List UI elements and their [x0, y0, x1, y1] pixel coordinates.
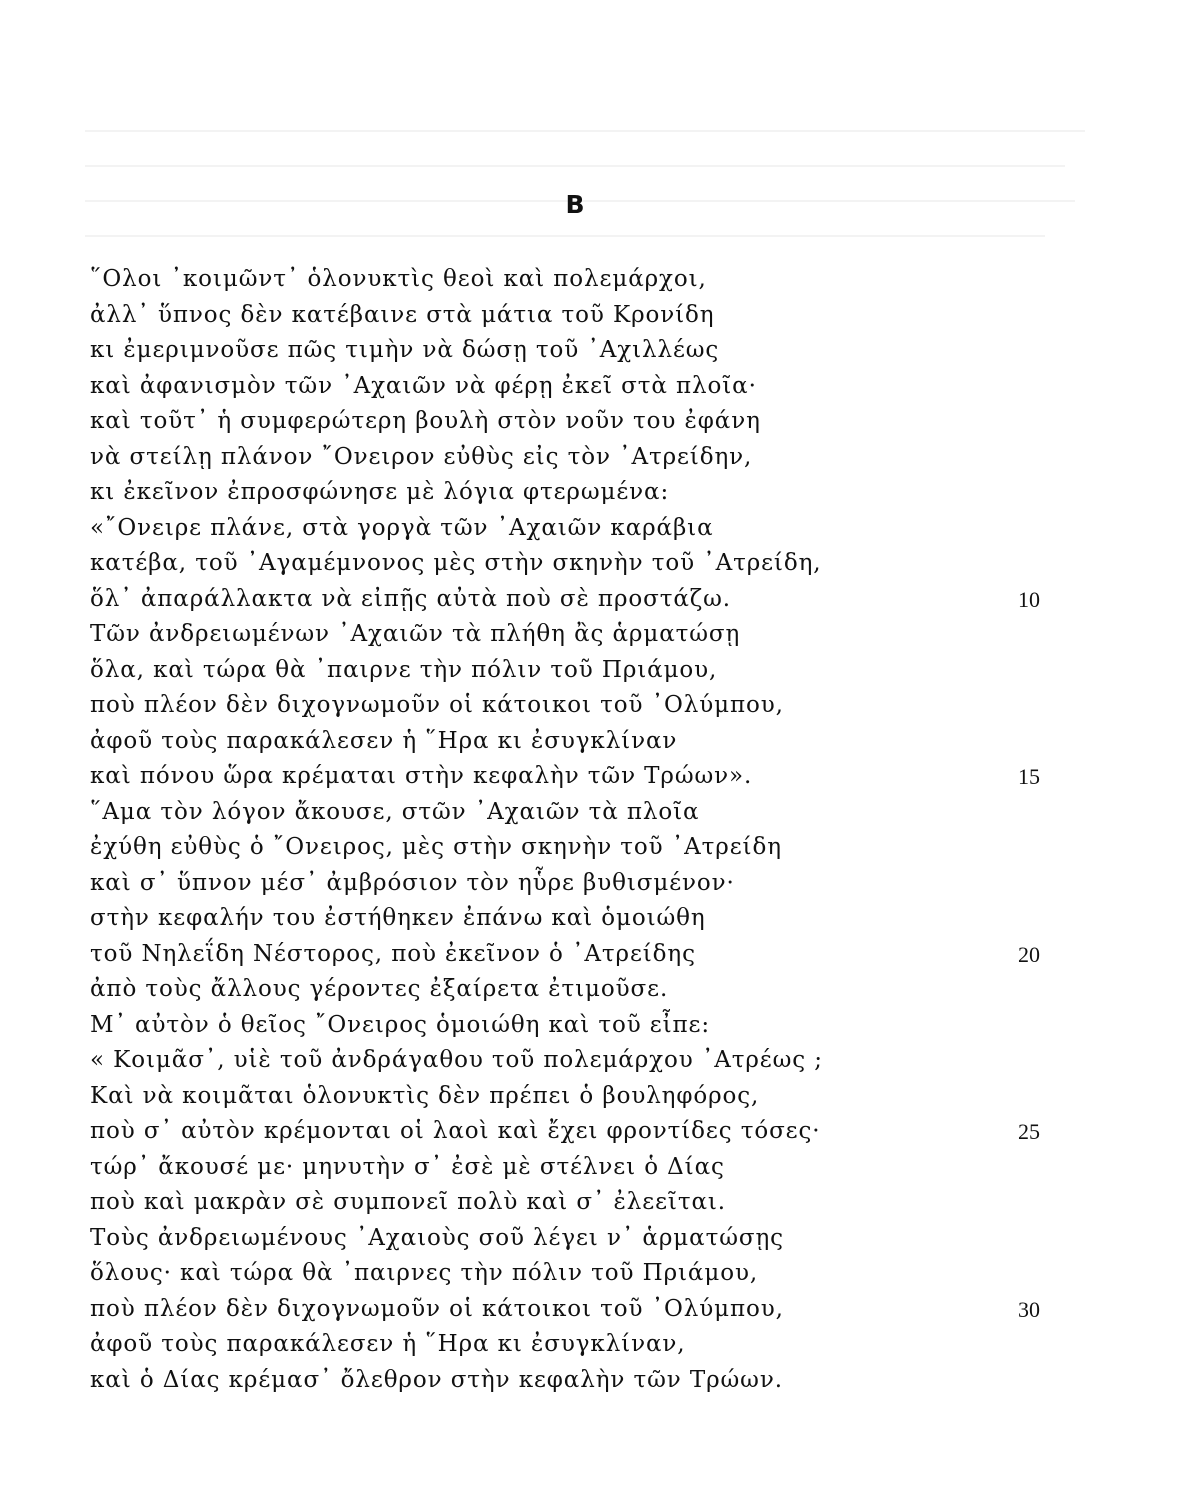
verse-line	[90, 1079, 1090, 1115]
verse-line	[90, 972, 1090, 1008]
verse-line	[90, 582, 1090, 618]
verse-line	[90, 511, 1090, 547]
verse-line	[90, 440, 1090, 476]
line-number: 25	[1018, 1119, 1040, 1144]
verse-text: ῞Αμα τὸν λόγον ἄκουσε, στῶν ᾿Αχαιῶν τὰ πλοῖα	[90, 798, 700, 825]
verse-text: ἐχύθη εὐθὺς ὁ ῎Ονειρος, μὲς στὴν σκηνὴν τοῦ ᾿Ατρείδη	[90, 834, 782, 860]
bleed-through-mark	[85, 130, 1085, 132]
verse-text: τοῦ Νηλεΐδη Νέστορος, ποὺ ἐκεῖνον ὁ ᾿Ατρείδης	[90, 940, 696, 967]
verse-line	[90, 866, 1090, 902]
verse-text: νὰ στείλῃ πλάνον ῎Ονειρον εὐθὺς εἰς τὸν ᾿Ατρείδην,	[90, 443, 753, 470]
verse-line	[90, 298, 1090, 334]
verse-line	[90, 759, 1090, 795]
verse-text: καὶ ἀφανισμὸν τῶν ᾿Αχαιῶν νὰ φέρῃ ἐκεῖ στὰ πλοῖα·	[90, 372, 757, 399]
verse-text: ῞Ολοι ᾿κοιμῶντ᾿ ὁλονυκτὶς θεοὶ καὶ πολεμάρχοι,	[90, 266, 707, 292]
line-number: 20	[1018, 941, 1040, 967]
verse-text: ποὺ πλέον δὲν διχογνωμοῦν οἱ κάτοικοι τοῦ ᾿Ολύμπου,	[90, 692, 784, 718]
verse-line	[90, 369, 1090, 405]
verse-line	[90, 262, 1090, 298]
bleed-through-mark	[85, 165, 1065, 167]
verse-text: ἀφοῦ τοὺς παρακάλεσεν ἡ ῞Ηρα κι ἐσυγκλίναν,	[90, 1331, 686, 1357]
verse-text: ποὺ καὶ μακρὰν σὲ συμπονεῖ πολὺ καὶ σ᾿ ἐλεεῖται.	[90, 1189, 726, 1215]
verse-text: ἀπὸ τοὺς ἄλλους γέροντες ἐξαίρετα ἐτιμοῦσε.	[90, 976, 669, 1002]
line-number: 15	[1018, 764, 1040, 789]
verse-text: Μ᾿ αὐτὸν ὁ θεῖος ῎Ονειρος ὁμοιώθη καὶ τοῦ εἶπε:	[90, 1011, 711, 1038]
verse-text: Καὶ νὰ κοιμᾶται ὁλονυκτὶς δὲν πρέπει ὁ βουληφόρος,	[90, 1082, 760, 1109]
verse-line	[90, 688, 1090, 724]
verse-line	[90, 795, 1090, 831]
verse-line	[90, 1327, 1090, 1363]
verse-text: κατέβα, τοῦ ᾿Αγαμέμνονος μὲς στὴν σκηνὴν τοῦ ᾿Ατρείδη,	[90, 550, 822, 576]
verse-text: κι ἐκεῖνον ἐπροσφώνησε μὲ λόγια φτερωμένα:	[90, 479, 670, 505]
verse-text: ὅλους· καὶ τώρα θὰ ᾿παιρνες τὴν πόλιν τοῦ Πριάμου,	[90, 1260, 759, 1286]
verse-line	[90, 1008, 1090, 1044]
verse-line	[90, 1043, 1090, 1079]
verse-line	[90, 475, 1090, 511]
bleed-through-mark	[85, 235, 1045, 237]
book-heading-letter: B	[565, 190, 585, 219]
verse-text: καὶ τοῦτ᾿ ἡ συμφερώτερη βουλὴ στὸν νοῦν του ἐφάνη	[90, 408, 761, 434]
verse-text: Τοὺς ἀνδρειωμένους ᾿Αχαιοὺς σοῦ λέγει ν᾿ ἁρματώσῃς	[90, 1224, 784, 1251]
line-number: 30	[1018, 1296, 1040, 1322]
verse-text: Τῶν ἀνδρειωμένων ᾿Αχαιῶν τὰ πλήθη ἂς ἁρματώσῃ	[90, 621, 741, 647]
verse-text: ποὺ σ᾿ αὐτὸν κρέμονται οἱ λαοὶ καὶ ἔχει φροντίδες τόσες·	[90, 1118, 821, 1144]
verse-text: ποὺ πλέον δὲν διχογνωμοῦν οἱ κάτοικοι τοῦ ᾿Ολύμπου,	[90, 1295, 784, 1322]
verse-line	[90, 1150, 1090, 1186]
verse-text: τώρ᾿ ἄκουσέ με· μηνυτὴν σ᾿ ἐσὲ μὲ στέλνει ὁ Δίας	[90, 1153, 725, 1180]
verse-line	[90, 617, 1090, 653]
verse-text: καὶ πόνου ὥρα κρέμαται στὴν κεφαλὴν τῶν Τρώων».	[90, 763, 753, 789]
verse-text: ὅλα, καὶ τώρα θὰ ᾿παιρνε τὴν πόλιν τοῦ Πριάμου,	[90, 656, 718, 683]
verse-text: ἀλλ᾿ ὕπνος δὲν κατέβαινε στὰ μάτια τοῦ Κρονίδη	[90, 301, 715, 328]
verse-line	[90, 1114, 1090, 1150]
verse-line	[90, 1256, 1090, 1292]
verse-text: καὶ ὁ Δίας κρέμασ᾿ ὄλεθρον στὴν κεφαλὴν τῶν Τρώων.	[90, 1366, 783, 1393]
verse-line	[90, 546, 1090, 582]
verse-text: καὶ σ᾿ ὕπνον μέσ᾿ ἀμβρόσιον τὸν ηὗρε βυθισμένον·	[90, 869, 735, 896]
verse-text: «῎Ονειρε πλάνε, στὰ γοργὰ τῶν ᾿Αχαιῶν καράβια	[90, 514, 714, 541]
verse-line	[90, 937, 1090, 973]
verse-line	[90, 830, 1090, 866]
verse-text: ἀφοῦ τοὺς παρακάλεσεν ἡ ῞Ηρα κι ἐσυγκλίναν	[90, 727, 678, 754]
verse-line	[90, 653, 1090, 689]
verse-line	[90, 1221, 1090, 1257]
verse-text: ὅλ᾿ ἀπαράλλακτα νὰ εἰπῇς αὐτὰ ποὺ σὲ προστάζω.	[90, 585, 732, 612]
verse-line	[90, 1363, 1090, 1399]
verse-list	[90, 262, 1090, 1398]
verse-line	[90, 724, 1090, 760]
verse-line	[90, 404, 1090, 440]
verse-line	[90, 901, 1090, 937]
verse-text: « Κοιμᾶσ᾿, υἱὲ τοῦ ἀνδράγαθου τοῦ πολεμάρχου ᾿Ατρέως ;	[90, 1047, 823, 1073]
verse-line	[90, 333, 1090, 369]
verse-text: στὴν κεφαλήν του ἐστήθηκεν ἐπάνω καὶ ὁμοιώθη	[90, 905, 706, 931]
verse-line	[90, 1185, 1090, 1221]
verse-text: κι ἐμεριμνοῦσε πῶς τιμὴν νὰ δώσῃ τοῦ ᾿Αχιλλέως	[90, 337, 720, 363]
line-number: 10	[1018, 586, 1040, 612]
verse-line	[90, 1292, 1090, 1328]
